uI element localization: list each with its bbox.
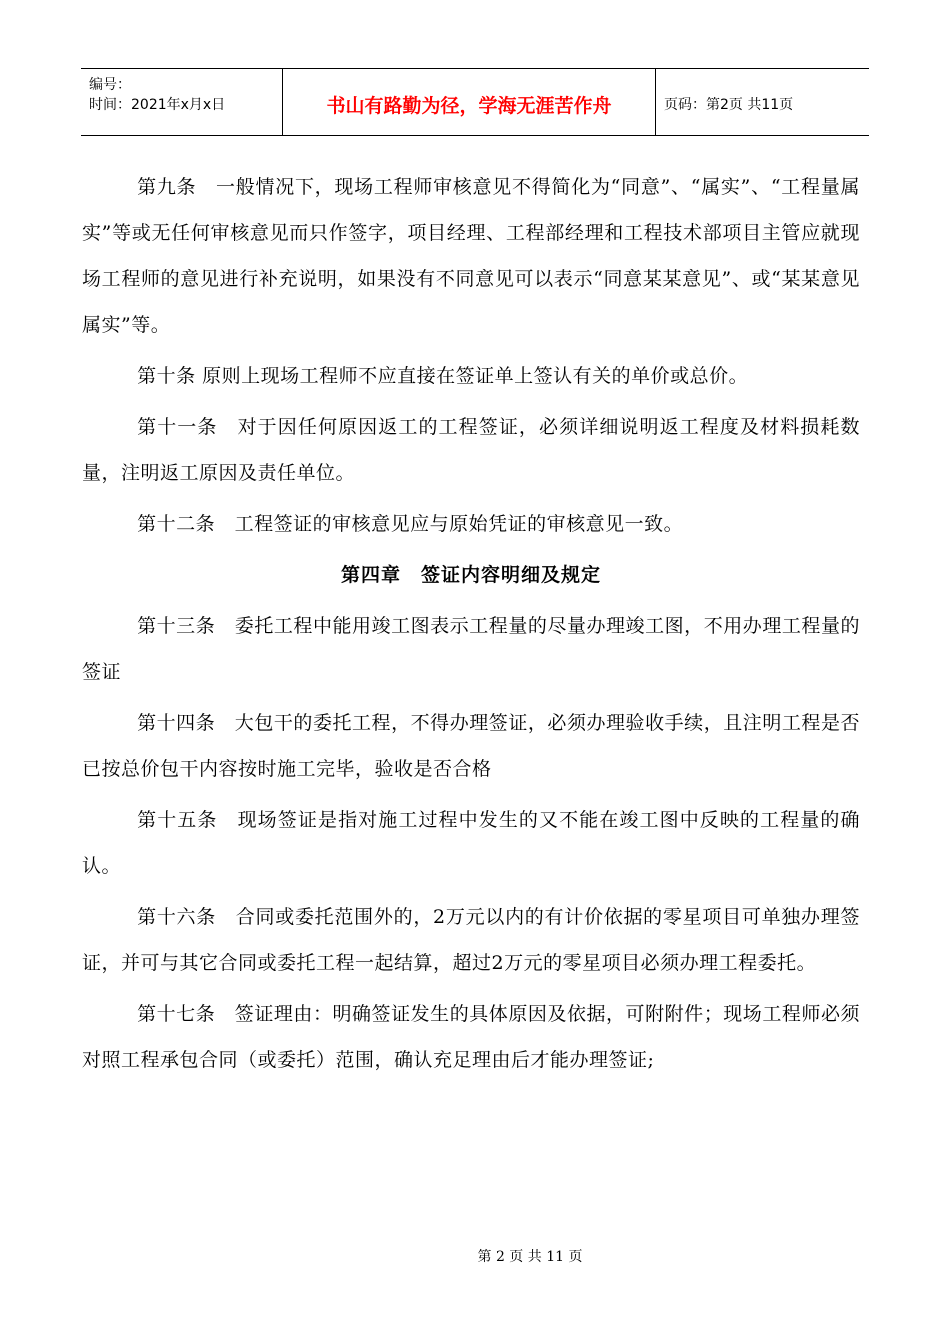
document-body (82, 164, 860, 1088)
article-17: 第十七条 签证理由：明确签证发生的具体原因及依据，可附附件；现场工程师必须对照工程承包合同（或委托）范围，确认充足理由后才能办理签证; (82, 1003, 860, 1071)
document-number: 编号： (89, 77, 131, 93)
article-12: 第十二条 工程签证的审核意见应与原始凭证的审核意见一致。 (137, 513, 684, 535)
header-page-number: 页码：第2页 共11页 (664, 97, 794, 113)
article-16: 第十六条 合同或委托范围外的，2万元以内的有计价依据的零星项目可单独办理签证，并可与其它合同或委托工程一起结算，超过2万元的零星项目必须办理工程委托。 (82, 906, 860, 974)
article-15: 第十五条 现场签证是指对施工过程中发生的又不能在竣工图中反映的工程量的确认。 (82, 809, 860, 877)
article-9: 第九条 一般情况下，现场工程师审核意见不得简化为“同意”、“属实”、“工程量属实”等或无任何审核意见而只作签字，项目经理、工程部经理和工程技术部项目主管应就现场工程师的意见进行补充说明，如果没有不同意见可以表示“同意某某意见”、或“某某意见属实”等。 (82, 176, 860, 336)
document-time: 时间：2021年x月x日 (89, 97, 226, 113)
page-header (81, 68, 869, 136)
page-footer: 第 2 页 共 11 页 (477, 1249, 583, 1265)
chapter-title: 第四章 签证内容明细及规定 (340, 564, 601, 586)
article-10: 第十条 原则上现场工程师不应直接在签证单上签认有关的单价或总价。 (137, 365, 749, 387)
article-11: 第十一条 对于因任何原因返工的工程签证，必须详细说明返工程度及材料损耗数量，注明返工原因及责任单位。 (82, 416, 860, 484)
article-14: 第十四条 大包干的委托工程，不得办理签证，必须办理验收手续，且注明工程是否已按总价包干内容按时施工完毕，验收是否合格 (82, 712, 860, 780)
header-motto: 书山有路勤为径，学海无涯苦作舟 (283, 69, 656, 135)
header-meta (81, 69, 283, 135)
article-13: 第十三条 委托工程中能用竣工图表示工程量的尽量办理竣工图，不用办理工程量的签证 (82, 615, 860, 683)
